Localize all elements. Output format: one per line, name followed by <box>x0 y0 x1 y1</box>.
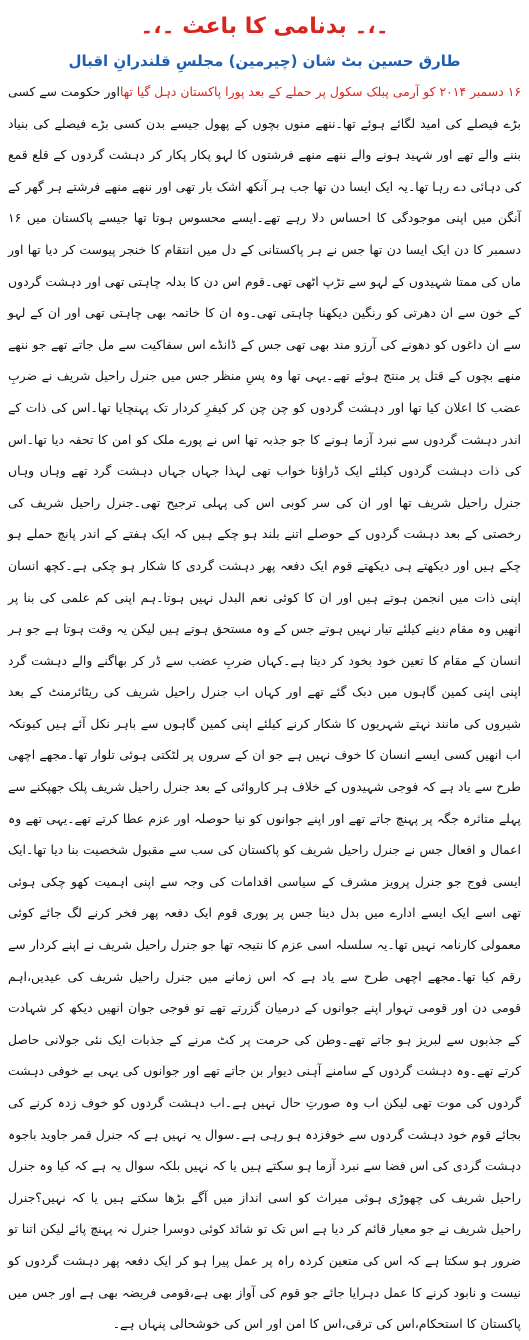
article-title: ۔،۔ بدنامی کا باعث ۔،۔ <box>140 14 389 39</box>
article-lead: ۱۶ دسمبر ۲۰۱۴ کو آرمی پبلک سکول پر حملے کے بعد پورا پاکستان دہل گیا تھا <box>119 84 521 99</box>
article-byline: طارق حسین بٹ شان (چیرمین) مجلسِ قلندرانِ اقبال <box>68 52 461 70</box>
article-body-text: اور حکومت سے کسی بڑے فیصلے کی امید لگائے ہوئے تھا۔ننھے منوں بچوں کے پھول جیسے بدن کسی بڑے فیصلے کی بنیاد بننے والے تھے اور شہید ہونے والے ننھے منھے فرشتوں کا لہو پکار پکار کر دہشت گردوں کے قلع قمع کی دہائی دے رہا تھا۔یہ ایک ایسا دن تھا جب ہر آنکھ اشک بار تھی اور ننھے منھے فرشتے ہر گھر کے آنگن میں اپنی موجودگی کا احساس دلا رہے تھے۔ایسے محسوس ہوتا تھا جیسے پاکستان میں ۱۶ دسمبر کا دن ایک ایسا دن تھا جس نے ہر پاکستانی کے دل میں انتقام کا خنجر پیوست کر دیا تھا اور ماں کی ممتا شہیدوں کے لہو سے تڑپ اٹھی تھی۔قوم اس دن کا بدلہ چاہتی تھی اور دہشت گردوں کے خون سے ان دھرتی کو رنگین دیکھنا چاہتی تھی۔وہ ان کا خاتمہ بھی چاہتی تھی اور ان کے لہو سے ان داغوں کو دھونے کی آرزو مند بھی تھی جس کے ڈانڈے اس سفاکیت سے مل جاتے تھے جو ننھے منھے بچوں کے قتل پر منتج ہوئے تھے۔یہی تھا وہ پسِ منظر جس میں جنرل راحیل شریف نے ضربِ عضب کا اعلان کیا تھا اور دہشت گردوں کو چن چن کر کیفرِ کردار تک پہنچایا تھا۔اس کی ذات کے اندر دہشت گردوں سے نبرد آزما ہونے کا جو جذبہ تھا اس نے پورے ملک کو امن کا تحفہ دیا تھا۔اس کی ذات دہشت گردوں کیلئے ایک ڈراؤنا خواب تھی لہذا جہاں جہاں دہشت گرد تھے وہاں وہاں جنرل راحیل شریف تھا اور ان کی سر کوبی اس کی پہلی ترجیح تھی۔جنرل راحیل شریف کی رخصتی کے بعد دہشت گردوں کے حوصلے اتنے بلند ہو چکے ہیں کہ ایک ہفتے کے اندر پانچ حملے ہو چکے ہیں اور دیکھتے ہی دیکھتے قوم ایک دفعہ پھر دہشت گردی کا شکار ہو چکی ہے۔کچھ انسان اپنی ذات میں انجمن ہوتے ہیں اور ان کا کوئی نعم البدل نہیں ہوتا۔ہم اپنی کم علمی کی بنا پر انھیں وہ مقام دینے کیلئے تیار نہیں ہوتے جس کے وہ مستحق ہوتے ہیں لیکن یہ وقت ہوتا ہے جو ہر انسان کے مقام کا تعین خود بخود کر دیتا ہے۔کہاں ضربِ عضب سے ڈر کر بھاگنے والے دہشت گرد اپنی اپنی کمین گاہوں میں دبک گئے تھے اور کہاں اب جنرل راحیل شریف کی ریٹائرمنٹ کے بعد شیروں کی مانند نہتے شہریوں کا شکار کرنے کیلئے اپنی کمین گاہوں سے باہر نکل آئے ہیں کیونکہ اب انھیں کسی ایسے انسان کا خوف نہیں ہے جو ان کے سروں پر لٹکتی ہوئی تلوار تھا۔مجھے اچھی طرح سے یاد ہے کہ فوجی شہیدوں کے خلاف ہر کاروائی کے بعد جنرل راحیل شریف پلک جھپکنے سے پہلے متاثرہ جگہ پر پہنچ جاتے تھے اور اپنے جوانوں کو نیا حوصلہ اور عزم عطا کرتے تھے۔یہی تھے وہ اعمال و افعال جس نے جنرل راحیل شریف کو پاکستان کی سب سے مقبول شخصیت بنا دیا تھا۔ایک ایسی فوج جو جنرل پرویز مشرف کے سیاسی اقدامات کی وجہ سے اپنی اہمیت کھو چکی ہوئی تھی اسے ایک ایسے ادارے میں بدل دینا جس پر پوری قوم ایک دفعہ پھر فخر کرنے لگ جائے کوئی معمولی کارنامہ نہیں تھا۔یہ سلسلہ اسی عزم کا نتیجہ تھا جو جنرل راحیل شریف نے اپنے کردار سے رقم کیا تھا۔مجھے اچھی طرح سے یاد ہے کہ اس زمانے میں جنرل راحیل شریف کی عیدیں،اہم قومی دن اور قومی تہوار اپنے جوانوں کے درمیان گزرتے تھے تو فوجی جوان انھیں دیکھ کر شہادت کے جذبوں سے لبریز ہو جاتے تھے۔وطن کی حرمت پر کٹ مرنے کے جذبات ایک نئی جولانی حاصل کرتے تھے۔وہ دہشت گردوں کے سامنے آہنی دیوار بن جاتے تھے اور جوانوں کی یہی بے خوفی دہشت گردوں کی موت تھی لیکن اب وہ صورتِ حال نہیں ہے۔اب دہشت گردوں کو خوف زدہ کرنے کی بجائے قوم خود دہشت گردوں سے خوفزدہ ہو رہی ہے۔سوال یہ نہیں ہے کہ جنرل قمر جاوید باجوہ دہشت گردی کی اس فضا سے نبرد آزما ہو سکتے ہیں یا کہ نہیں بلکہ سوال یہ ہے کہ کیا وہ جنرل راحیل شریف کی چھوڑی ہوئی میراث کو اسی انداز میں آگے بڑھا سکتے ہیں یا کہ نہیں؟جنرل راحیل شریف نے جو معیار قائم کر دیا ہے اس تک تو شائد کوئی دوسرا جنرل نہ پہنچ پائے لیکن اتنا تو ضرور ہو سکتا ہے کہ اس کی متعین کردہ راہ پر عمل پیرا ہو کر ایک دفعہ پھر دہشت گردوں کو نیست و نابود کرنے کا عمل دہرایا جائے جو قوم کی آواز بھی ہے،قومی فریضہ بھی ہے اور جس میں پاکستان کا استحکام،اس کی ترقی،اس کا امن اور اس کی خوشحالی پنہاں ہے۔ <box>8 84 521 1332</box>
article-body <box>8 76 521 1340</box>
